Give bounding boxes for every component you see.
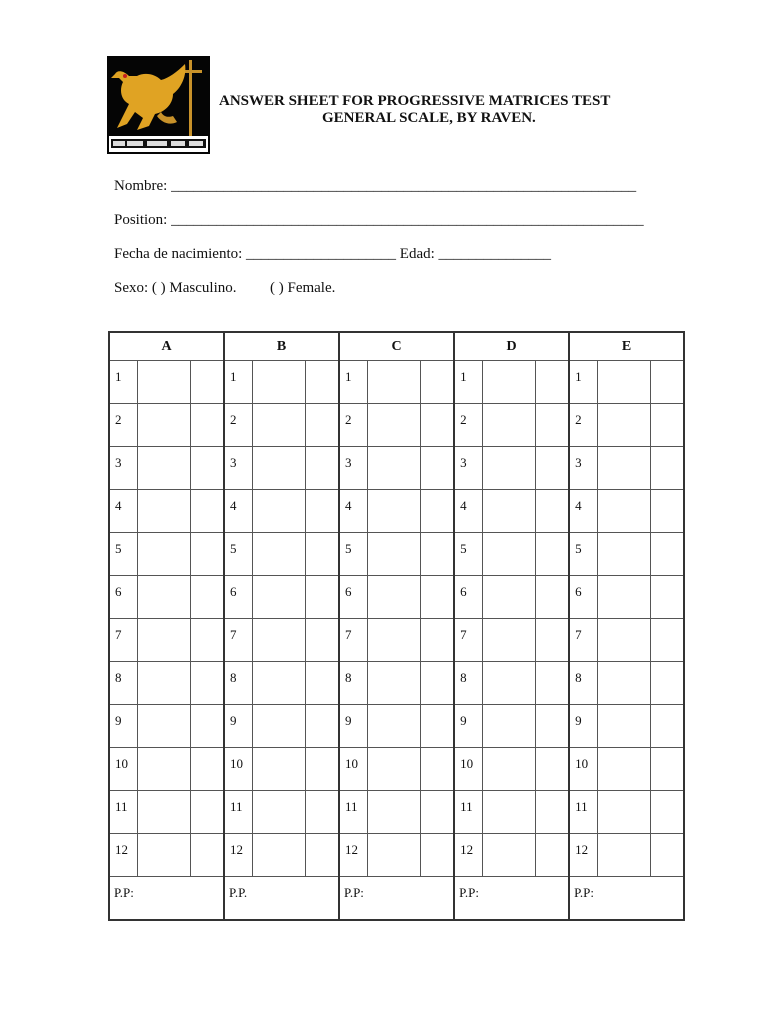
answer-cell[interactable] [137,447,190,490]
score-cell[interactable] [535,791,569,834]
answer-cell[interactable] [482,404,535,447]
answer-cell[interactable] [252,447,305,490]
score-cell[interactable] [535,576,569,619]
score-cell[interactable] [650,748,684,791]
answer-cell[interactable] [252,490,305,533]
table-row [109,791,684,834]
item-number: 6 [224,576,252,619]
score-cell[interactable] [420,662,454,705]
answer-cell[interactable] [252,748,305,791]
answer-cell[interactable] [482,576,535,619]
score-cell[interactable] [420,533,454,576]
answer-cell[interactable] [137,576,190,619]
item-number: 11 [339,791,367,834]
item-number: 9 [224,705,252,748]
score-cell[interactable] [420,791,454,834]
item-number: 3 [454,447,482,490]
table-row [109,619,684,662]
item-number: 2 [224,404,252,447]
table-row [109,748,684,791]
section-header: E [569,332,684,361]
answer-cell[interactable] [597,619,650,662]
item-number: 8 [339,662,367,705]
score-cell[interactable] [420,576,454,619]
answer-cell[interactable] [597,791,650,834]
score-cell[interactable] [305,576,339,619]
item-number: 8 [569,662,597,705]
answer-cell[interactable] [367,361,420,404]
item-number: 5 [224,533,252,576]
item-number: 12 [339,834,367,877]
score-cell[interactable] [305,490,339,533]
answer-cell[interactable] [252,619,305,662]
answer-cell[interactable] [367,619,420,662]
item-number: 5 [339,533,367,576]
answer-cell[interactable] [597,361,650,404]
table-row [109,404,684,447]
item-number: 4 [454,490,482,533]
score-cell[interactable] [305,404,339,447]
table-row [109,533,684,576]
item-number: 12 [569,834,597,877]
item-number: 7 [339,619,367,662]
item-number: 2 [569,404,597,447]
score-cell[interactable] [650,490,684,533]
score-cell[interactable] [305,361,339,404]
item-number: 9 [109,705,137,748]
birthdate-age-row [114,246,551,263]
partial-score-cell[interactable]: P.P: [109,877,224,921]
score-cell[interactable] [535,662,569,705]
score-cell[interactable] [535,447,569,490]
item-number: 6 [569,576,597,619]
answer-cell[interactable] [137,361,190,404]
answer-cell[interactable] [252,533,305,576]
item-number: 4 [339,490,367,533]
answer-cell[interactable] [367,791,420,834]
score-cell[interactable] [420,361,454,404]
answer-cell[interactable] [252,705,305,748]
score-cell[interactable] [305,791,339,834]
item-number: 4 [109,490,137,533]
item-number: 1 [569,361,597,404]
answer-cell[interactable] [252,576,305,619]
table-row [109,447,684,490]
item-number: 7 [569,619,597,662]
answer-cell[interactable] [597,576,650,619]
score-cell[interactable] [305,447,339,490]
item-number: 10 [454,748,482,791]
score-cell[interactable] [190,834,224,877]
answer-cell[interactable] [597,748,650,791]
item-number: 9 [569,705,597,748]
score-cell[interactable] [420,447,454,490]
item-number: 10 [224,748,252,791]
partial-score-cell[interactable]: P.P: [454,877,569,921]
item-number: 5 [569,533,597,576]
answer-cell[interactable] [482,490,535,533]
answer-cell[interactable] [137,748,190,791]
section-header: D [454,332,569,361]
score-cell[interactable] [650,361,684,404]
score-cell[interactable] [535,404,569,447]
section-header: B [224,332,339,361]
answer-cell[interactable] [367,662,420,705]
item-number: 2 [339,404,367,447]
answer-cell[interactable] [482,447,535,490]
fecha-nacimiento-field[interactable]: Fecha de nacimiento: ____________________ [114,246,397,262]
item-number: 6 [339,576,367,619]
answer-cell[interactable] [482,361,535,404]
score-cell[interactable] [190,490,224,533]
score-cell[interactable] [420,705,454,748]
score-cell[interactable] [305,662,339,705]
score-cell[interactable] [305,748,339,791]
answer-cell[interactable] [367,705,420,748]
item-number: 9 [454,705,482,748]
item-number: 1 [224,361,252,404]
score-cell[interactable] [650,533,684,576]
answer-cell[interactable] [597,490,650,533]
score-cell[interactable] [650,834,684,877]
answer-cell[interactable] [137,533,190,576]
item-number: 2 [109,404,137,447]
score-cell[interactable] [535,705,569,748]
item-number: 9 [339,705,367,748]
item-number: 5 [109,533,137,576]
table-row [109,705,684,748]
answer-cell[interactable] [252,361,305,404]
sexo-female-option[interactable]: ( ) Female. [269,280,336,296]
score-cell[interactable] [305,533,339,576]
answer-cell[interactable] [597,447,650,490]
item-number: 3 [224,447,252,490]
score-cell[interactable] [650,619,684,662]
table-row [109,361,684,404]
item-number: 6 [454,576,482,619]
score-cell[interactable] [650,662,684,705]
item-number: 8 [109,662,137,705]
answer-cell[interactable] [252,791,305,834]
score-cell[interactable] [420,619,454,662]
griffin-crest-icon [107,56,210,154]
score-cell[interactable] [535,834,569,877]
answer-cell[interactable] [367,834,420,877]
table-row [109,662,684,705]
answer-cell[interactable] [482,748,535,791]
answer-cell[interactable] [597,662,650,705]
answer-cell[interactable] [137,705,190,748]
answer-cell[interactable] [482,619,535,662]
partial-score-row [109,877,684,921]
answer-cell[interactable] [597,834,650,877]
answer-cell[interactable] [137,404,190,447]
partial-score-cell[interactable]: P.P: [339,877,454,921]
item-number: 6 [109,576,137,619]
score-cell[interactable] [305,834,339,877]
section-header: C [339,332,454,361]
item-number: 4 [224,490,252,533]
answer-cell[interactable] [252,834,305,877]
score-cell[interactable] [650,404,684,447]
score-cell[interactable] [190,447,224,490]
logo [107,56,210,154]
item-number: 8 [224,662,252,705]
score-cell[interactable] [420,490,454,533]
item-number: 8 [454,662,482,705]
answer-grid [108,331,685,921]
answer-cell[interactable] [367,404,420,447]
answer-cell[interactable] [137,662,190,705]
item-number: 7 [224,619,252,662]
score-cell[interactable] [535,361,569,404]
nombre-field[interactable]: Nombre: ______________________________________________________________ [114,178,637,194]
answer-cell[interactable] [137,490,190,533]
score-cell[interactable] [190,791,224,834]
score-cell[interactable] [420,834,454,877]
answer-cell[interactable] [367,533,420,576]
section-header: A [109,332,224,361]
answer-cell[interactable] [367,447,420,490]
score-cell[interactable] [420,748,454,791]
table-row [109,490,684,533]
table-row [109,576,684,619]
item-number: 3 [569,447,597,490]
partial-score-cell[interactable]: P.P: [569,877,684,921]
item-number: 10 [569,748,597,791]
score-cell[interactable] [190,619,224,662]
grid-header-row [109,332,684,361]
item-number: 12 [224,834,252,877]
answer-cell[interactable] [252,662,305,705]
score-cell[interactable] [535,533,569,576]
score-cell[interactable] [305,705,339,748]
score-cell[interactable] [535,490,569,533]
sexo-row [114,280,335,297]
sexo-masculino-option[interactable]: Sexo: ( ) Masculino. [114,280,237,296]
score-cell[interactable] [650,791,684,834]
item-number: 10 [339,748,367,791]
answer-cell[interactable] [597,705,650,748]
item-number: 11 [109,791,137,834]
item-number: 12 [109,834,137,877]
score-cell[interactable] [650,576,684,619]
partial-score-cell[interactable]: P.P. [224,877,339,921]
answer-cell[interactable] [137,619,190,662]
item-number: 3 [339,447,367,490]
answer-cell[interactable] [367,576,420,619]
answer-cell[interactable] [482,662,535,705]
item-number: 11 [224,791,252,834]
item-number: 11 [454,791,482,834]
title-line-1: ANSWER SHEET FOR PROGRESSIVE MATRICES TEST [219,93,611,109]
position-field[interactable]: Position: _______________________________________________________________ [114,212,644,228]
item-number: 2 [454,404,482,447]
answer-cell[interactable] [137,834,190,877]
edad-field[interactable]: Edad: _______________ [399,246,552,262]
score-cell[interactable] [190,662,224,705]
answer-cell[interactable] [482,791,535,834]
item-number: 1 [454,361,482,404]
score-cell[interactable] [535,619,569,662]
score-cell[interactable] [190,533,224,576]
answer-cell[interactable] [137,791,190,834]
item-number: 3 [109,447,137,490]
score-cell[interactable] [190,748,224,791]
title-line-2: GENERAL SCALE, BY RAVEN. [322,110,536,126]
item-number: 4 [569,490,597,533]
answer-cell[interactable] [597,533,650,576]
score-cell[interactable] [190,576,224,619]
item-number: 7 [109,619,137,662]
item-number: 12 [454,834,482,877]
item-number: 7 [454,619,482,662]
score-cell[interactable] [420,404,454,447]
item-number: 11 [569,791,597,834]
answer-cell[interactable] [482,834,535,877]
item-number: 10 [109,748,137,791]
answer-cell[interactable] [597,404,650,447]
score-cell[interactable] [305,619,339,662]
score-cell[interactable] [190,404,224,447]
score-cell[interactable] [650,705,684,748]
answer-cell[interactable] [482,533,535,576]
item-number: 5 [454,533,482,576]
answer-cell[interactable] [367,748,420,791]
score-cell[interactable] [190,361,224,404]
table-row [109,834,684,877]
item-number: 1 [109,361,137,404]
answer-cell[interactable] [482,705,535,748]
score-cell[interactable] [535,748,569,791]
answer-cell[interactable] [367,490,420,533]
item-number: 1 [339,361,367,404]
score-cell[interactable] [650,447,684,490]
answer-cell[interactable] [252,404,305,447]
score-cell[interactable] [190,705,224,748]
